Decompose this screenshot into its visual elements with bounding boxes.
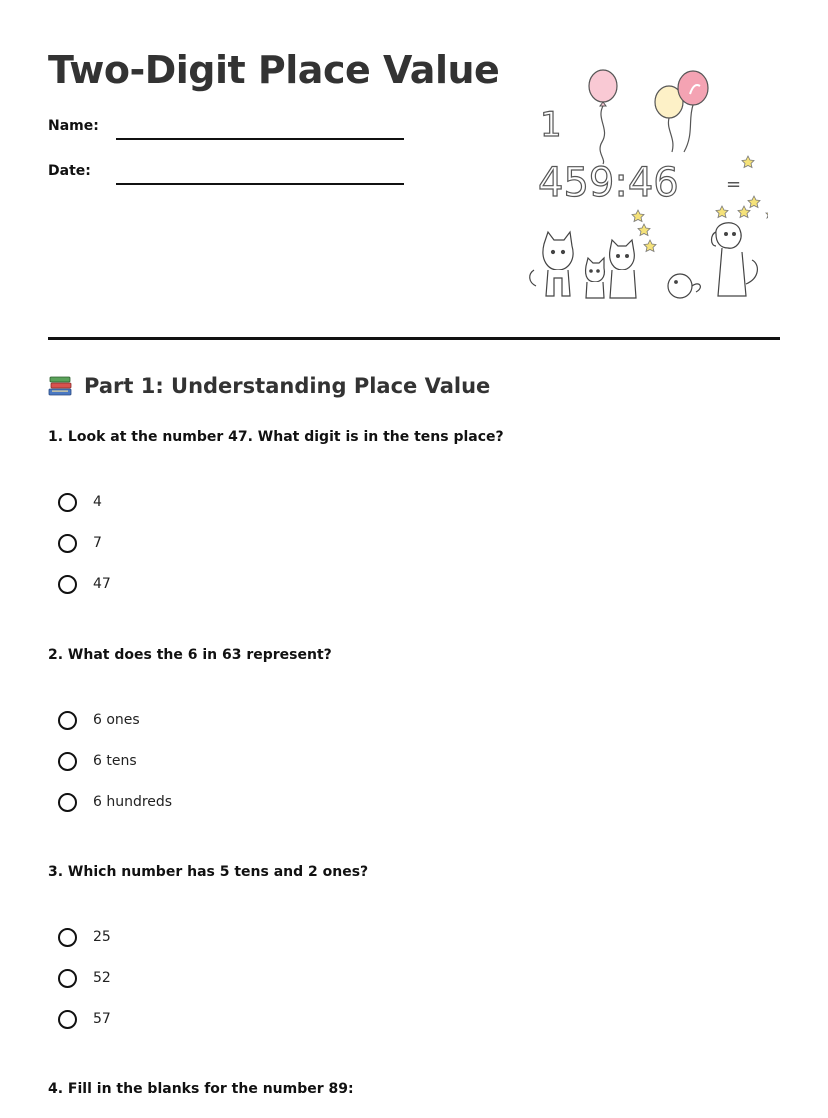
q3-option-b-label: 52 xyxy=(93,970,111,986)
radio-button[interactable] xyxy=(58,969,77,988)
q3-option-b[interactable] xyxy=(58,966,111,990)
part1-heading-text: Part 1: Understanding Place Value xyxy=(84,374,491,398)
q2-option-b-label: 6 tens xyxy=(93,753,137,769)
cat-tall-icon xyxy=(610,240,636,298)
name-label: Name: xyxy=(48,118,99,134)
illustration-digits: 459:46 xyxy=(538,160,679,206)
kitten-icon xyxy=(586,258,605,298)
q2-option-c-label: 6 hundreds xyxy=(93,794,173,810)
balloon-yellow-icon xyxy=(655,86,683,152)
radio-button[interactable] xyxy=(58,752,77,771)
q1-option-c-label: 47 xyxy=(93,576,111,592)
date-line[interactable] xyxy=(116,183,404,185)
radio-button[interactable] xyxy=(58,575,77,594)
q1-option-c[interactable] xyxy=(58,572,111,596)
section-divider xyxy=(48,337,780,340)
q2-option-b[interactable] xyxy=(58,749,137,773)
q1-option-b-label: 7 xyxy=(93,535,102,551)
question-2-text: 2. What does the 6 in 63 represent? xyxy=(48,647,332,663)
q3-option-c[interactable] xyxy=(58,1007,111,1031)
q1-option-a-label: 4 xyxy=(93,494,102,510)
radio-button[interactable] xyxy=(58,711,77,730)
cat-icon xyxy=(530,232,573,296)
name-line[interactable] xyxy=(116,138,404,140)
q1-option-b[interactable] xyxy=(58,531,102,555)
page-title: Two-Digit Place Value xyxy=(48,48,500,92)
illustration-digit-top: 1 xyxy=(540,105,562,145)
bird-icon xyxy=(668,274,700,298)
radio-button[interactable] xyxy=(58,793,77,812)
radio-button[interactable] xyxy=(58,493,77,512)
q1-option-a[interactable] xyxy=(58,490,102,514)
illustration-equals: = xyxy=(726,174,742,195)
balloon-red-icon xyxy=(678,71,708,152)
radio-button[interactable] xyxy=(58,534,77,553)
question-1-text: 1. Look at the number 47. What digit is in the tens place? xyxy=(48,429,504,445)
date-label: Date: xyxy=(48,163,91,179)
q3-option-a-label: 25 xyxy=(93,929,111,945)
question-3-text: 3. Which number has 5 tens and 2 ones? xyxy=(48,864,369,880)
header-illustration xyxy=(524,64,768,312)
books-icon xyxy=(48,374,74,398)
q3-option-a[interactable] xyxy=(58,925,111,949)
part1-heading xyxy=(48,374,490,398)
balloon-pink-icon xyxy=(589,70,617,164)
dog-icon xyxy=(712,223,758,296)
date-field xyxy=(48,163,408,187)
radio-button[interactable] xyxy=(58,1010,77,1029)
q2-option-c[interactable] xyxy=(58,790,172,814)
radio-button[interactable] xyxy=(58,928,77,947)
q2-option-a-label: 6 ones xyxy=(93,712,140,728)
q2-option-a[interactable] xyxy=(58,708,140,732)
question-4-text: 4. Fill in the blanks for the number 89: xyxy=(48,1081,354,1097)
q3-option-c-label: 57 xyxy=(93,1011,111,1027)
name-field xyxy=(48,118,408,142)
